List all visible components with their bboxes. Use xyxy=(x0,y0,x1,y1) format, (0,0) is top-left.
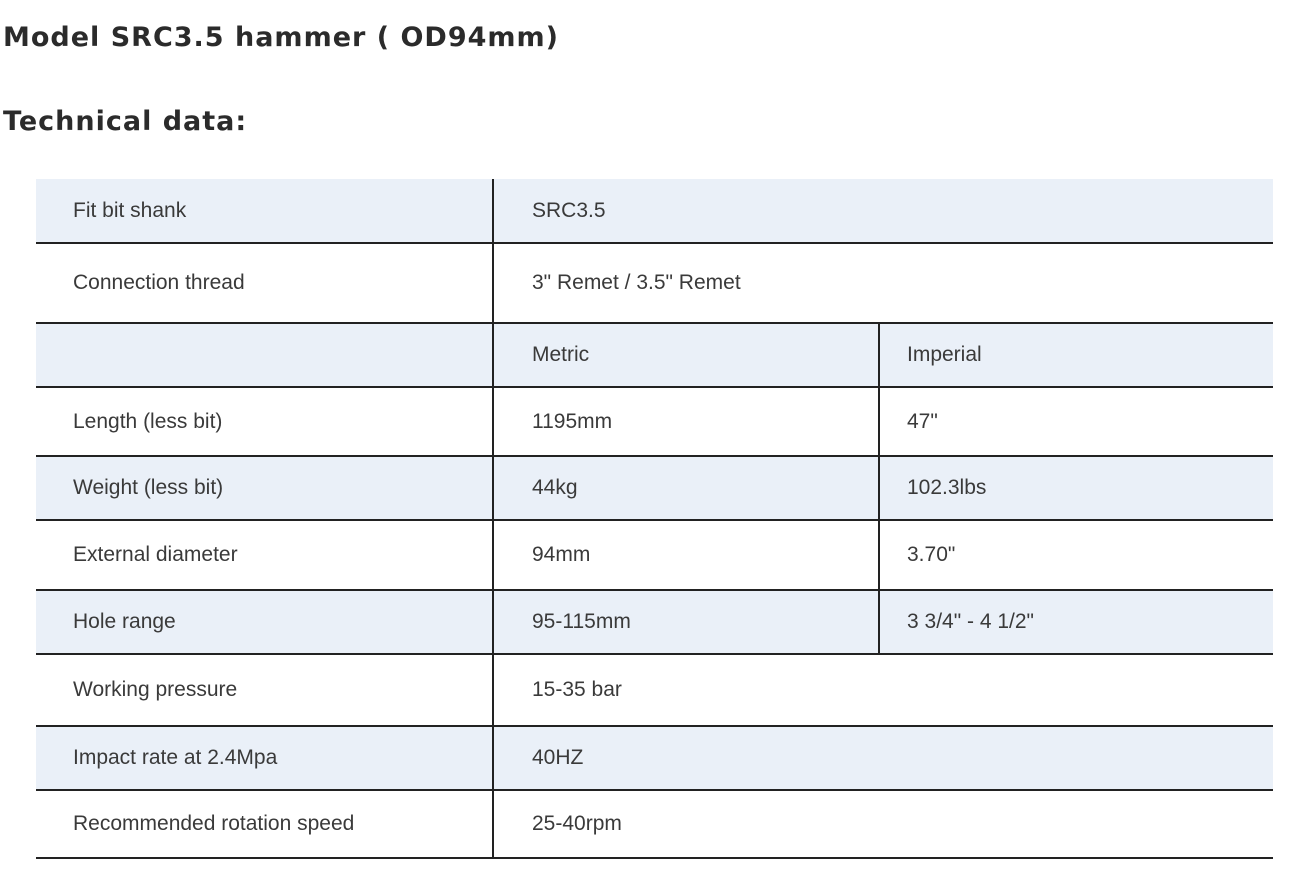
row-value: 25-40rpm xyxy=(493,790,1273,858)
row-value: 40HZ xyxy=(493,726,1273,790)
table-header-row xyxy=(36,323,1273,387)
row-label: Weight (less bit) xyxy=(36,456,493,520)
metric-value: 94mm xyxy=(493,520,879,590)
column-header-metric: Metric xyxy=(493,323,879,387)
imperial-value: 102.3lbs xyxy=(879,456,1273,520)
section-heading: Technical data: xyxy=(3,106,248,137)
row-label: Length (less bit) xyxy=(36,387,493,456)
row-label xyxy=(36,323,493,387)
row-label: External diameter xyxy=(36,520,493,590)
row-value: 3" Remet / 3.5" Remet xyxy=(493,243,1273,323)
table-row xyxy=(36,387,1273,456)
imperial-value: 47" xyxy=(879,387,1273,456)
technical-data-table xyxy=(36,179,1273,859)
row-value: SRC3.5 xyxy=(493,179,1273,243)
metric-value: 1195mm xyxy=(493,387,879,456)
imperial-value: 3.70" xyxy=(879,520,1273,590)
row-value: 15-35 bar xyxy=(493,654,1273,726)
row-label: Recommended rotation speed xyxy=(36,790,493,858)
row-label: Impact rate at 2.4Mpa xyxy=(36,726,493,790)
table-row xyxy=(36,520,1273,590)
table-row xyxy=(36,179,1273,243)
row-label: Hole range xyxy=(36,590,493,654)
metric-value: 44kg xyxy=(493,456,879,520)
imperial-value: 3 3/4" - 4 1/2" xyxy=(879,590,1273,654)
page-title: Model SRC3.5 hammer ( OD94mm) xyxy=(3,22,560,53)
table-row xyxy=(36,456,1273,520)
table-row xyxy=(36,790,1273,858)
table-row xyxy=(36,726,1273,790)
column-header-imperial: Imperial xyxy=(879,323,1273,387)
metric-value: 95-115mm xyxy=(493,590,879,654)
table-row xyxy=(36,654,1273,726)
row-label: Fit bit shank xyxy=(36,179,493,243)
row-label: Working pressure xyxy=(36,654,493,726)
row-label: Connection thread xyxy=(36,243,493,323)
table-row xyxy=(36,590,1273,654)
table-row xyxy=(36,243,1273,323)
